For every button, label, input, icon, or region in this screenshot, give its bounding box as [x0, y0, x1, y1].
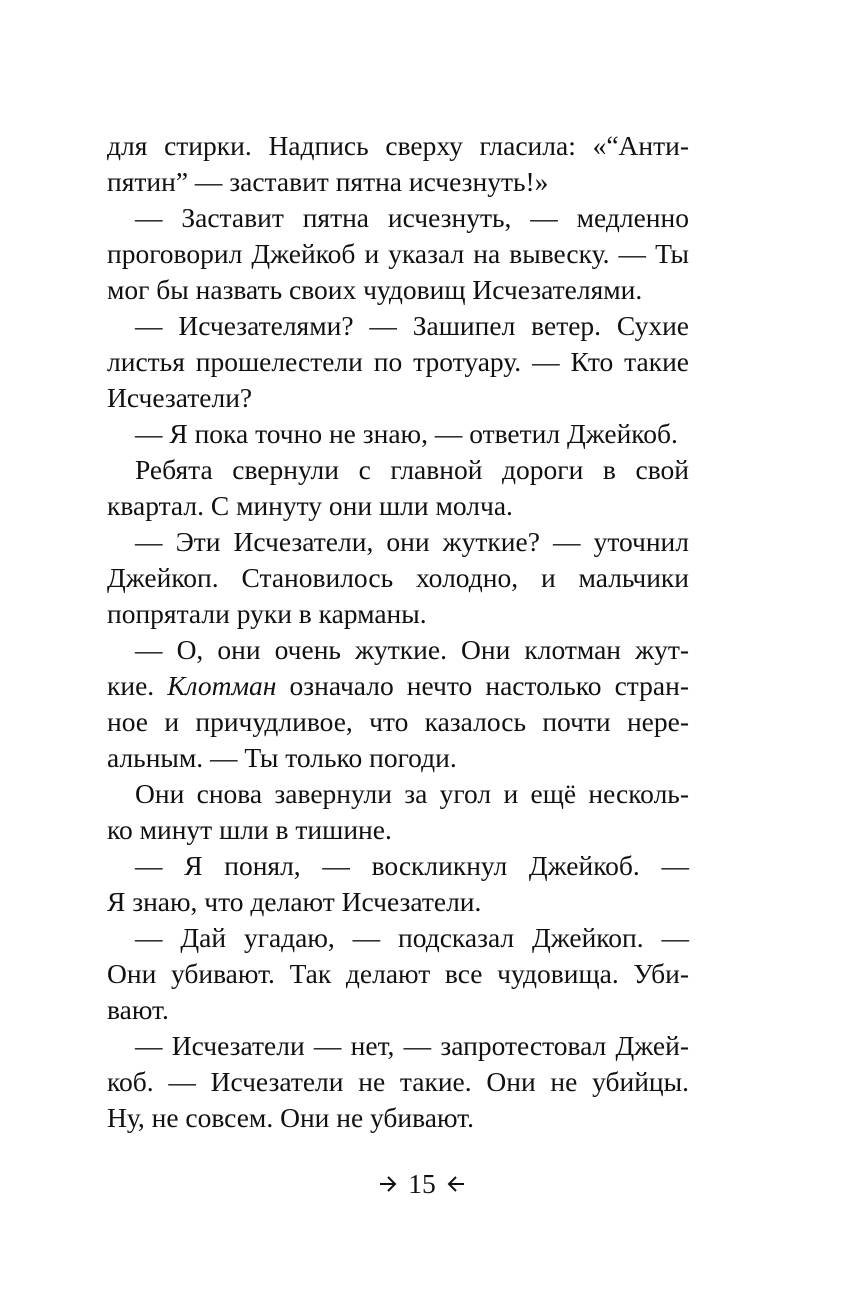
- paragraph: [107, 1028, 689, 1136]
- paragraph: [107, 848, 689, 920]
- text-line: ное и причудливое, что казалось почти нере-: [107, 706, 689, 737]
- paragraph: [107, 524, 689, 632]
- page-number: 15: [408, 1167, 436, 1199]
- text-line: коб. — Исчезатели не такие. Они не убийцы.: [107, 1066, 689, 1097]
- text-line: — Я понял, — воскликнул Джейкоб. —: [135, 850, 689, 881]
- paragraph: [107, 452, 689, 524]
- paragraph: [107, 308, 689, 416]
- body-text: [107, 128, 689, 1136]
- text-line: вают.: [107, 994, 169, 1025]
- text-line: попрятали руки в карманы.: [107, 598, 427, 629]
- text-line: — Исчезателями? — Зашипел ветер. Сухие: [135, 310, 689, 341]
- text-line: проговорил Джейкоб и указал на вывеску. — Ты: [107, 238, 689, 269]
- text-line: ко минут шли в тишине.: [107, 814, 392, 845]
- text-line: листья прошелестели по тротуару. — Кто такие: [107, 346, 689, 377]
- text-line: Исчезатели?: [107, 382, 253, 413]
- paragraph: [107, 776, 689, 848]
- text-line: Ну, не совсем. Они не убивают.: [107, 1102, 474, 1133]
- text-line: для стирки. Надпись сверху гласила: «“Анти-: [107, 130, 689, 161]
- text-line: Они снова завернули за угол и ещё несколь-: [135, 778, 689, 809]
- paragraph: [107, 128, 689, 200]
- text-line: кие. Клотман означало нечто настолько стран-: [107, 670, 689, 701]
- text-line: Они убивают. Так делают все чудовища. Уби-: [107, 958, 689, 989]
- text-line: Джейкоп. Становилось холодно, и мальчики: [107, 562, 689, 593]
- page-footer: [0, 1163, 844, 1202]
- text-line: — Исчезатели — нет, — запротестовал Джей-: [135, 1030, 689, 1061]
- text-line: мог бы назвать своих чудовищ Исчезателями.: [107, 274, 643, 305]
- text-line: — Я пока точно не знаю, — ответил Джейкоб.: [135, 418, 678, 449]
- arrow-right-icon: [377, 1174, 399, 1194]
- text-line: — Дай угадаю, — подсказал Джейкоп. —: [135, 922, 689, 953]
- text-line: — Заставит пятна исчезнуть, — медленно: [135, 202, 689, 233]
- text-line: пятин” — заставит пятна исчезнуть!»: [107, 166, 549, 197]
- paragraph: [107, 200, 689, 308]
- text-line: квартал. С минуту они шли молча.: [107, 490, 513, 521]
- arrow-left-icon: [445, 1174, 467, 1194]
- paragraph: [107, 920, 689, 1028]
- text-line: — О, они очень жуткие. Они клотман жут-: [135, 634, 689, 665]
- text-line: — Эти Исчезатели, они жуткие? — уточнил: [135, 526, 689, 557]
- italic-word: Клотман: [167, 670, 277, 701]
- paragraph: [107, 632, 689, 776]
- text-line: альным. — Ты только погоди.: [107, 742, 457, 773]
- paragraph: [107, 416, 689, 452]
- text-line: Я знаю, что делают Исчезатели.: [107, 886, 482, 917]
- text-line: Ребята свернули с главной дороги в свой: [135, 454, 689, 485]
